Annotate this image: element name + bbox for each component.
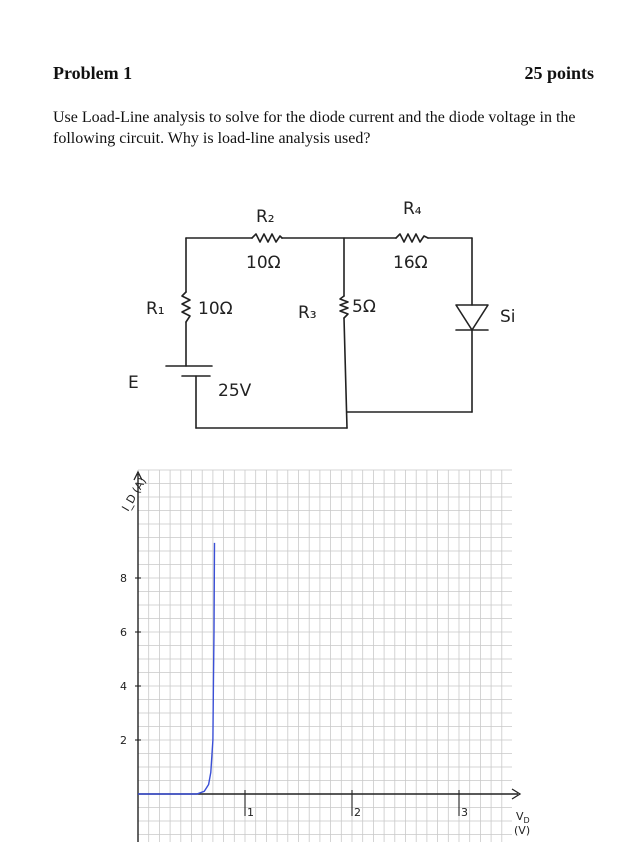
source-value: 25V	[218, 381, 252, 401]
r3-label: R₃	[298, 303, 317, 323]
y-tick-label: 8	[120, 572, 127, 585]
r1-label: R₁	[146, 299, 165, 319]
x-tick-label: 3	[461, 806, 468, 819]
x-axis-unit: (V)	[514, 824, 531, 837]
x-axis-label: $V_D$	[516, 810, 530, 825]
y-axis-label: I_D (A)	[119, 475, 150, 514]
diode-curve	[138, 543, 215, 794]
x-tick-label: 1	[247, 806, 254, 819]
r1-value: 10Ω	[198, 299, 233, 319]
r2-value: 10Ω	[246, 253, 281, 273]
question-text: Use Load-Line analysis to solve for the diode current and the diode voltage in the following circuit. Why is load-line analysis used?	[53, 109, 576, 147]
chart-grid	[138, 470, 512, 842]
y-tick-label: 4	[120, 680, 127, 693]
problem-title: Problem 1	[53, 63, 133, 83]
r4-value: 16Ω	[393, 253, 428, 273]
y-tick-label: 2	[120, 734, 127, 747]
chart-ticks	[120, 572, 468, 819]
source-label: E	[128, 373, 139, 393]
r2-label: R₂	[256, 207, 275, 227]
points-label: 25 points	[524, 63, 594, 83]
y-tick-label: 6	[120, 626, 127, 639]
x-tick-label: 2	[354, 806, 361, 819]
chart-series	[138, 543, 215, 794]
r3-value: 5Ω	[352, 297, 376, 317]
diode-label: Si	[500, 307, 516, 327]
r4-label: R₄	[403, 199, 422, 219]
